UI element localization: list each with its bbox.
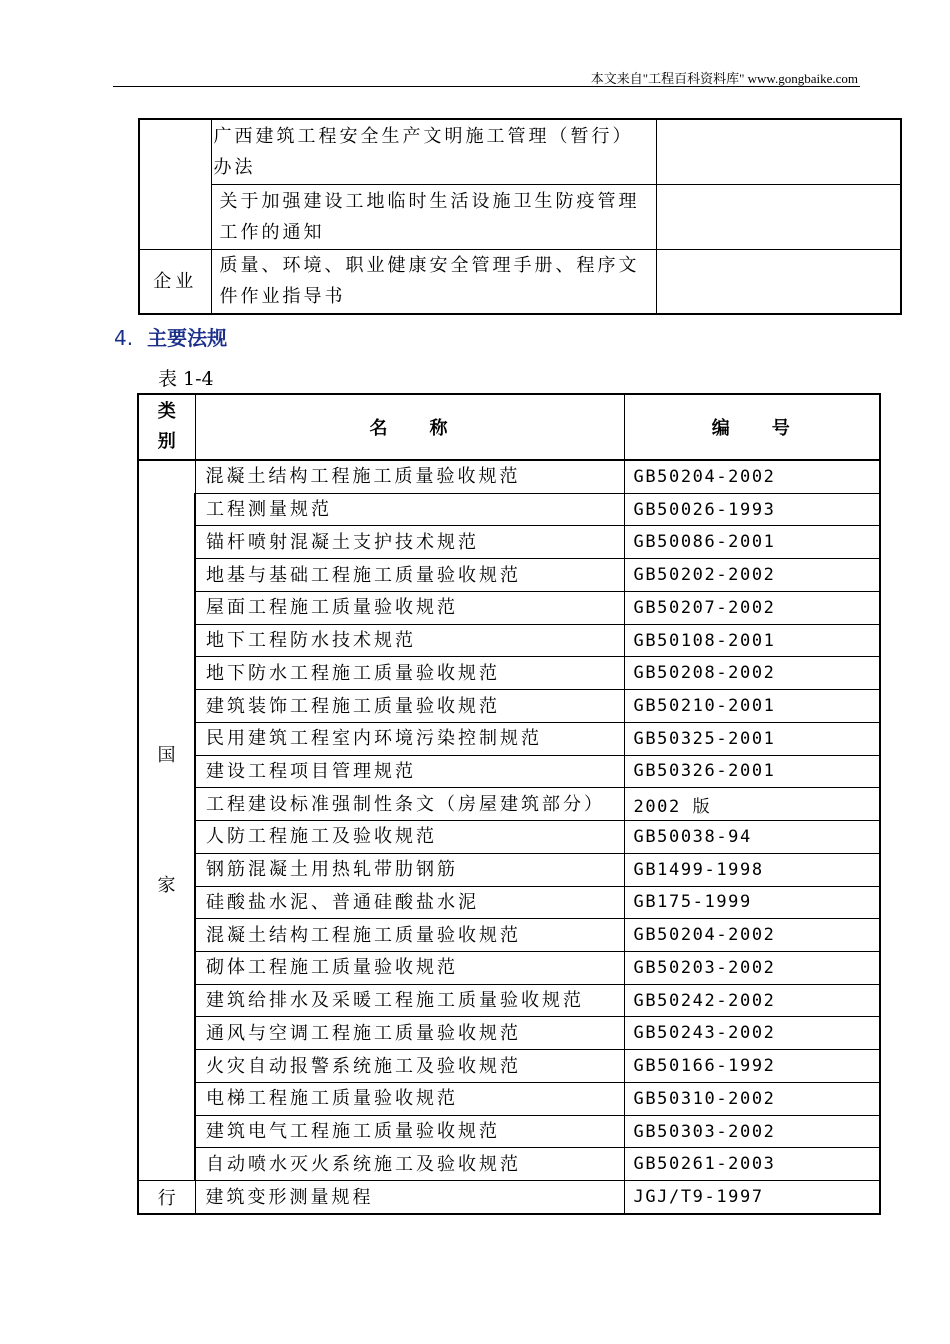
table-row — [138, 1148, 880, 1181]
regulation-code: GB50243-2002 — [624, 1017, 880, 1050]
regulation-name: 砌体工程施工质量验收规范 — [195, 952, 624, 985]
header-divider — [113, 86, 860, 87]
table-row — [138, 919, 880, 952]
regulation-code: GB50207-2002 — [624, 591, 880, 624]
regulation-name: 地基与基础工程施工质量验收规范 — [195, 559, 624, 592]
regulation-code: GB50204-2002 — [624, 460, 880, 493]
regulation-name: 广西建筑工程安全生产文明施工管理（暂行）办法 — [211, 119, 656, 184]
regulation-name: 建筑变形测量规程 — [195, 1181, 624, 1214]
regulation-code: GB50303-2002 — [624, 1115, 880, 1148]
table-header-row — [138, 394, 880, 460]
regulation-name: 屋面工程施工质量验收规范 — [195, 591, 624, 624]
section-title: 主要法规 — [147, 326, 228, 350]
table-row — [138, 690, 880, 723]
table-row — [138, 526, 880, 559]
section-number: 4. — [114, 326, 134, 350]
table-row — [139, 249, 901, 314]
table-row — [138, 1017, 880, 1050]
table-row — [138, 984, 880, 1017]
regulation-name: 混凝土结构工程施工质量验收规范 — [195, 460, 624, 493]
table-row — [138, 755, 880, 788]
regulation-code: GB50326-2001 — [624, 755, 880, 788]
regulation-code: GB50166-1992 — [624, 1050, 880, 1083]
table-row — [138, 657, 880, 690]
regulation-name: 锚杆喷射混凝土支护技术规范 — [195, 526, 624, 559]
regulation-code: GB50325-2001 — [624, 722, 880, 755]
table-row — [138, 1181, 880, 1214]
table-row — [138, 591, 880, 624]
regulation-name: 质量、环境、职业健康安全管理手册、程序文件作业指导书 — [211, 249, 656, 314]
table-row — [139, 119, 901, 184]
regulation-code: GB1499-1998 — [624, 853, 880, 886]
regulation-name: 地下工程防水技术规范 — [195, 624, 624, 657]
regulation-code: GB50208-2002 — [624, 657, 880, 690]
regulation-name: 地下防水工程施工质量验收规范 — [195, 657, 624, 690]
regulation-name: 民用建筑工程室内环境污染控制规范 — [195, 722, 624, 755]
table-row — [138, 493, 880, 526]
regulation-name: 工程建设标准强制性条文（房屋建筑部分） — [195, 788, 624, 821]
regulation-code: 2002 版 — [624, 788, 880, 821]
table-row — [138, 559, 880, 592]
regulation-code: GB50242-2002 — [624, 984, 880, 1017]
regulation-code: GB50086-2001 — [624, 526, 880, 559]
regulation-name: 建筑电气工程施工质量验收规范 — [195, 1115, 624, 1148]
regulation-code: GB50203-2002 — [624, 952, 880, 985]
category-national — [138, 460, 195, 1181]
category-char: 家 — [157, 875, 176, 896]
regulation-code: GB50202-2002 — [624, 559, 880, 592]
table-row — [139, 184, 901, 249]
top-regulations-table — [138, 118, 902, 315]
regulation-name: 钢筋混凝土用热轧带肋钢筋 — [195, 853, 624, 886]
regulation-code: GB175-1999 — [624, 886, 880, 919]
regulation-name: 混凝土结构工程施工质量验收规范 — [195, 919, 624, 952]
table-row — [138, 788, 880, 821]
table-row — [138, 821, 880, 854]
regulation-name: 电梯工程施工质量验收规范 — [195, 1082, 624, 1115]
regulation-name: 自动喷水灭火系统施工及验收规范 — [195, 1148, 624, 1181]
regulation-name: 建设工程项目管理规范 — [195, 755, 624, 788]
regulation-code: GB50038-94 — [624, 821, 880, 854]
regulation-code: GB50204-2002 — [624, 919, 880, 952]
regulation-code — [656, 119, 901, 184]
header-category: 类别 — [138, 394, 195, 460]
section-heading — [114, 322, 227, 351]
table-row — [138, 952, 880, 985]
table-row — [138, 1050, 880, 1083]
regulation-name: 工程测量规范 — [195, 493, 624, 526]
header-source: 本文来自"工程百科资料库" www.gongbaike.com — [590, 71, 858, 86]
table-row — [138, 1082, 880, 1115]
regulation-name: 建筑给排水及采暖工程施工质量验收规范 — [195, 984, 624, 1017]
regulation-code — [656, 249, 901, 314]
regulation-code: JGJ/T9-1997 — [624, 1181, 880, 1214]
table-row — [138, 624, 880, 657]
regulation-code: GB50026-1993 — [624, 493, 880, 526]
regulation-name: 关于加强建设工地临时生活设施卫生防疫管理工作的通知 — [211, 184, 656, 249]
regulation-name: 硅酸盐水泥、普通硅酸盐水泥 — [195, 886, 624, 919]
header-code: 编 号 — [624, 394, 880, 460]
table-row — [138, 722, 880, 755]
regulation-name: 人防工程施工及验收规范 — [195, 821, 624, 854]
regulation-name: 通风与空调工程施工质量验收规范 — [195, 1017, 624, 1050]
table-row — [138, 886, 880, 919]
regulation-code: GB50108-2001 — [624, 624, 880, 657]
category-cell: 企业 — [139, 249, 211, 314]
header-name: 名 称 — [195, 394, 624, 460]
regulation-name: 建筑装饰工程施工质量验收规范 — [195, 690, 624, 723]
table-row — [138, 460, 880, 493]
table-row — [138, 1115, 880, 1148]
regulation-code — [656, 184, 901, 249]
main-regulations-table — [137, 393, 881, 1215]
regulation-code: GB50210-2001 — [624, 690, 880, 723]
table-caption: 表 1-4 — [158, 368, 214, 390]
category-char: 国 — [157, 745, 176, 766]
regulation-name: 火灾自动报警系统施工及验收规范 — [195, 1050, 624, 1083]
category-cell — [139, 119, 211, 249]
category-industry: 行 — [138, 1181, 195, 1214]
table-row — [138, 853, 880, 886]
regulation-code: GB50310-2002 — [624, 1082, 880, 1115]
regulation-code: GB50261-2003 — [624, 1148, 880, 1181]
